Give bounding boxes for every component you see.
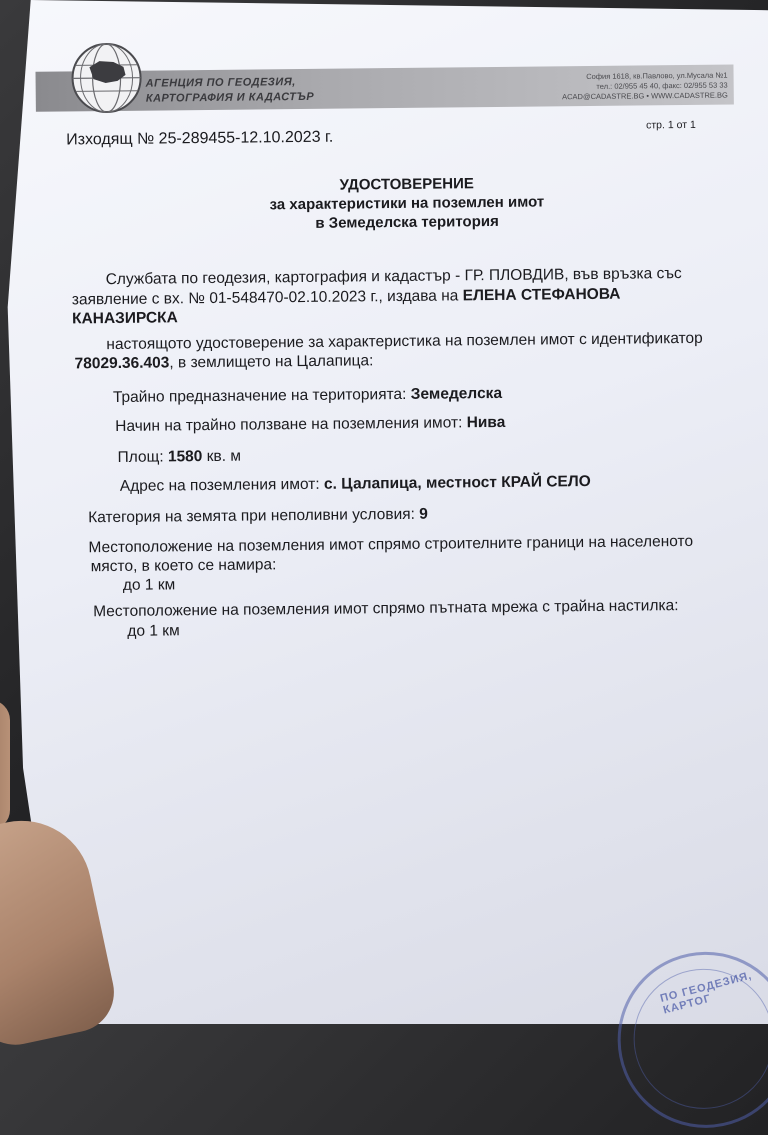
contact-phone: тел.: 02/955 45 40, факс: 02/955 53 33 (596, 80, 728, 91)
owner-last-name: КАНАЗИРСКА (71, 309, 178, 328)
cert-line-1: настоящото удостоверение за характеристика на поземлен имот с идентификатор (106, 329, 703, 354)
location-road-value: до 1 км (127, 622, 180, 640)
outgoing-reference: Изходящ № 25-289455-12.10.2023 г. (66, 128, 334, 149)
purpose-label: Трайно предназначение на територията: (112, 385, 411, 407)
area-value: 1580 (167, 448, 203, 466)
usage-value: Нива (466, 413, 506, 432)
agency-name-line2: КАРТОГРАФИЯ И КАДАСТЪР (145, 90, 315, 105)
area-row (117, 448, 241, 467)
category-value: 9 (419, 505, 428, 523)
intro-line-2 (72, 286, 621, 310)
agency-name-line1: АГЕНЦИЯ ПО ГЕОДЕЗИЯ, (145, 76, 296, 90)
intro-line-2-text: заявление с вх. № 01-548470-02.10.2023 г., издава на (71, 287, 463, 309)
page-number: стр. 1 от 1 (646, 118, 696, 132)
address-value: с. Цалапица, местност КРАЙ СЕЛО (323, 473, 591, 493)
usage-label: Начин на трайно ползване на поземления имот: (115, 414, 467, 435)
agency-name (146, 75, 315, 107)
cert-line-2-text: , в землището на Цалапица: (169, 352, 374, 372)
address-row (120, 473, 591, 496)
location-settlement-value: до 1 км (122, 576, 176, 594)
agency-contact (528, 71, 728, 103)
owner-first-name: ЕЛЕНА СТЕФАНОВА (462, 285, 621, 305)
agency-logo-globe-icon (69, 41, 144, 116)
address-label: Адрес на поземления имот: (119, 475, 325, 495)
property-identifier: 78029.36.403 (74, 354, 170, 373)
area-unit: кв. м (202, 447, 242, 466)
category-label: Категория на земята при неполивни условия: (88, 505, 420, 527)
contact-address: София 1618, кв.Павлово, ул.Мусала №1 (586, 70, 728, 82)
category-row (88, 506, 428, 528)
cert-line-2 (74, 352, 373, 373)
intro-line-1: Службата по геодезия, картография и кадастър - ГР. ПЛОВДИВ, във връзка със (105, 265, 682, 289)
document-subtitle-2: в Земеделска територия (315, 212, 499, 232)
purpose-row (113, 385, 502, 407)
location-settlement-line-1: Местоположение на поземления имот спрямо строителните граници на населеното (88, 532, 694, 557)
area-label: Площ: (117, 448, 168, 466)
usage-row (115, 414, 505, 436)
stamp-text: ПО ГЕОДЕЗИЯ, КАРТОГ (658, 969, 754, 1017)
location-settlement-line-2: място, в което се намира: (90, 556, 277, 576)
contact-web: ACAD@CADASTRE.BG • WWW.CADASTRE.BG (562, 90, 728, 102)
owner-last-name-line (72, 309, 178, 328)
document-subtitle-1: за характеристики на поземлен имот (269, 193, 545, 214)
purpose-value: Земеделска (410, 384, 503, 403)
document-title: УДОСТОВЕРЕНИЕ (339, 175, 474, 194)
location-road-label: Местоположение на поземления имот спрямо пътната мрежа с трайна настилка: (93, 597, 679, 621)
